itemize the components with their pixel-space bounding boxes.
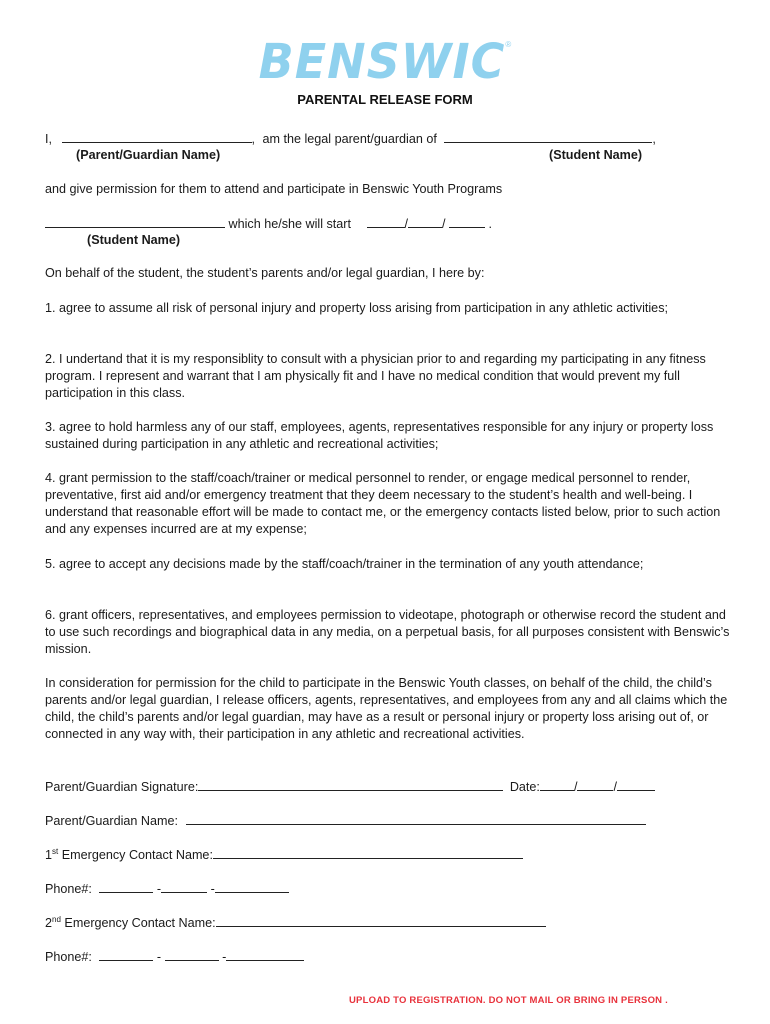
line-parent-student (45, 130, 656, 146)
clause-2: 2. I undertand that it is my responsiblity to consult with a physician prior to and regarding my participating in any fitness program. I represent and warrant that I am physically fit and I have no medical condition that would prevent my full participation in this class. (45, 352, 706, 400)
i-prefix: I, (45, 132, 52, 146)
registered-mark: ® (505, 40, 512, 49)
phone1-line-blank[interactable] (215, 880, 289, 893)
emergency-contact-2-row (45, 914, 546, 930)
label-student-name: (Student Name) (549, 148, 643, 162)
slash: / (442, 217, 446, 231)
signature-row (45, 778, 655, 794)
dash: - (156, 882, 162, 896)
ec2-number: 2 (45, 916, 53, 930)
period: . (488, 217, 492, 231)
phone2-label: Phone#: (45, 950, 92, 964)
start-month-blank[interactable] (367, 215, 405, 228)
signature-label: Parent/Guardian Signature: (45, 780, 199, 794)
benswic-logo (0, 34, 770, 88)
start-day-blank[interactable] (408, 215, 442, 228)
label-parent-guardian-name: (Parent/Guardian Name) (76, 148, 221, 162)
logo-text: BENSWIC (258, 32, 506, 90)
start-text: which he/she will start (228, 217, 351, 231)
consideration-paragraph: In consideration for permission for the child to participate in the Benswic Youth classes, on behalf of the child, the child’s parents and/or legal guardian, I release officers, agents, representatives, and employees from any and all claims which the child, the child’s parents and/or legal guardian, may have as a result or personal injury or property loss arising out of, or connected in any way with, their participation in any athletic and recreational activities. (45, 676, 728, 741)
ec1-number: 1 (45, 848, 53, 862)
intro-text: On behalf of the student, the student’s parents and/or legal guardian, I here by: (45, 266, 485, 280)
date-label: Date: (509, 780, 540, 794)
phone-1-row (45, 880, 289, 896)
date-year-blank[interactable] (617, 778, 655, 791)
emergency-contact-1-row (45, 846, 523, 862)
slash: / (404, 217, 408, 231)
phone1-area-blank[interactable] (99, 880, 153, 893)
start-year-blank[interactable] (449, 215, 485, 228)
clause-5: 5. agree to accept any decisions made by the staff/coach/trainer in the termination of any youth attendance; (45, 557, 644, 571)
phone-2-row (45, 948, 304, 964)
phone2-area-blank[interactable] (99, 948, 153, 961)
date-day-blank[interactable] (577, 778, 613, 791)
ec2-name-field[interactable] (216, 914, 546, 927)
ec1-name-field[interactable] (213, 846, 523, 859)
parent-name-row (45, 812, 646, 828)
comma: , (652, 132, 656, 146)
ec1-label: Emergency Contact Name: (61, 848, 213, 862)
clause-6: 6. grant officers, representatives, and employees permission to videotape, photograph or otherwise record the student and to use such recordings and biographical data in any media, on a perpetual basis, for all purposes consistent with Benswic’s mission. (45, 608, 730, 656)
slash: / (613, 780, 617, 794)
line-start-date (45, 215, 492, 231)
comma: , (251, 132, 255, 146)
phone2-prefix-blank[interactable] (165, 948, 219, 961)
parent-name-blank[interactable] (62, 130, 252, 143)
permission-text: and give permission for them to attend and participate in Benswic Youth Programs (45, 182, 503, 196)
upload-notice: UPLOAD TO REGISTRATION. DO NOT MAIL OR BRING IN PERSON . (349, 995, 668, 1006)
date-month-blank[interactable] (540, 778, 574, 791)
parent-name-label: Parent/Guardian Name: (45, 814, 179, 828)
phone1-label: Phone#: (45, 882, 92, 896)
dash: - (210, 882, 215, 896)
student-name-blank-2[interactable] (45, 215, 225, 228)
phone1-prefix-blank[interactable] (161, 880, 207, 893)
form-title: PARENTAL RELEASE FORM (297, 92, 473, 107)
dash: - (222, 950, 227, 964)
dash: - (156, 950, 162, 964)
legal-parent-text: am the legal parent/guardian of (262, 132, 437, 146)
clause-1: 1. agree to assume all risk of personal injury and property loss arising from participation in any athletic activities; (45, 301, 668, 315)
label-student-name-2: (Student Name) (87, 233, 181, 247)
ec1-suffix: st (52, 846, 59, 856)
phone2-line-blank[interactable] (226, 948, 304, 961)
slash: / (573, 780, 578, 794)
signature-blank[interactable] (198, 778, 503, 791)
clause-3: 3. agree to hold harmless any of our staff, employees, agents, representatives responsible for any injury or property loss sustained during participation in any athletic and recreational activities; (45, 420, 714, 451)
ec2-label: Emergency Contact Name: (64, 916, 216, 930)
clause-4: 4. grant permission to the staff/coach/trainer or medical personnel to render, or engage medical personnel to render, preventative, first aid and/or emergency treatment that they deem necessary to the student’s health and well-being. I understand that reasonable effort will be made to contact me, or the emergency contacts listed below, prior to such action and any expenses incurred are at my expense; (45, 471, 721, 536)
ec2-suffix: nd (52, 914, 61, 924)
student-name-blank[interactable] (444, 130, 652, 143)
parent-name-field[interactable] (186, 812, 646, 825)
